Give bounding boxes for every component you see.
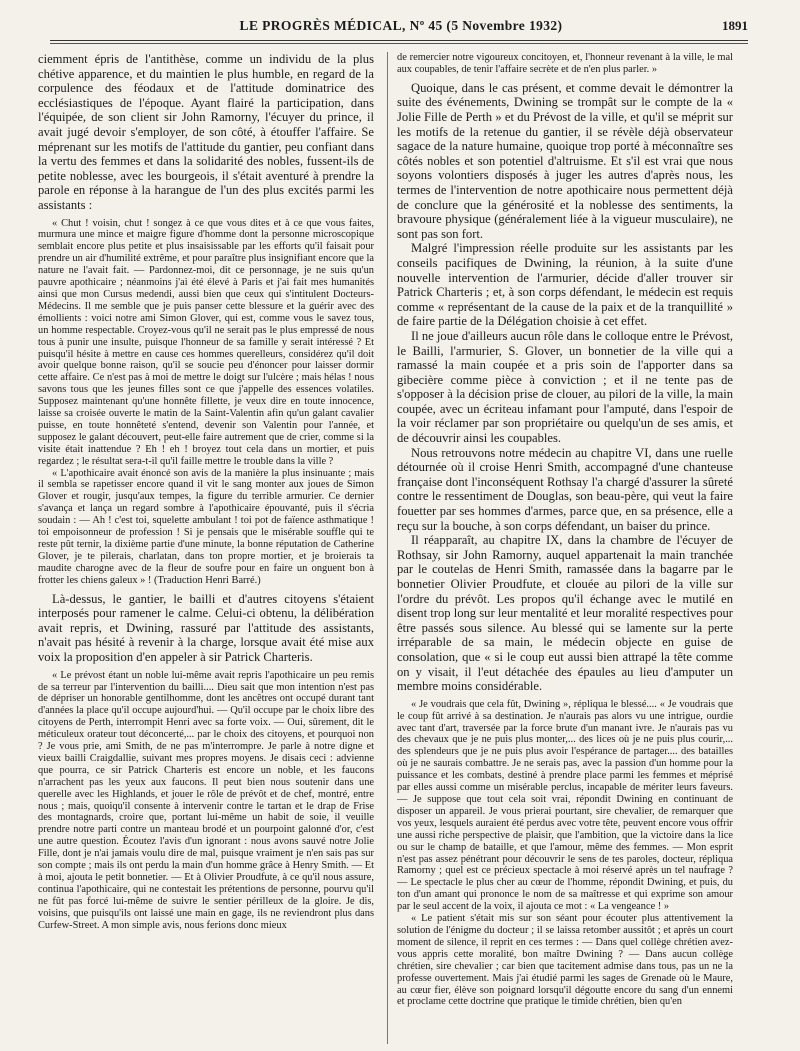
header-rule xyxy=(50,43,748,44)
body-paragraph: Malgré l'impression réelle produite sur les assistants par les conseils pacifiques de Dwining, la réunion, à la suite d'une nouvelle intervention de l'armurier, décide d'aller trouver sir Patrick Charteris ; et, à son corps défendant, le médecin est requis comme « représentant de la cause de la paix et de la tranquillité » de faire partie de la Délégation choisie à cet effet. xyxy=(397,241,733,329)
body-paragraph: ciemment épris de l'antithèse, comme un individu de la plus chétive apparence, et du maintien le plus humble, en regard de la corpulence des féodaux et de l'attitude dominatrice des ecclésiastiques de l'époque. Ayant flairé la participation, dans l'équipée, de son client sir John Ramorny, l'écuyer du prince, il avait jugé devoir s'employer, de son côté, à étouffer l'affaire. Se méprenant sur les motifs de l'attitude du gantier, peu confiant dans la vertu des femmes et dans la solidarité des nobles, fussent-ils de petite noblesse, avec les bourgeois, il s'était aventuré à prendre la parole en réponse à la harangue de l'un des plus excités parmi les assistants : xyxy=(38,52,374,212)
body-paragraph: Nous retrouvons notre médecin au chapitre VI, dans une ruelle détournée où il croise Henri Smith, accompagné d'une chanteuse française dont l'inconséquent Rothsay l'a chargé d'assurer la sûreté contre le ressentiment de Douglas, son beau-père, qui veut la faire fouetter par ses hommes d'armes, parce que, en sa présence, elle a reçu sur la bouche, à son corps défendant, un baiser du prince. xyxy=(397,445,733,533)
left-column xyxy=(38,52,374,1044)
quotation-paragraph: « Le prévost étant un noble lui-même avait repris l'apothicaire un peu remis de sa terreur par l'intervention du bailli.... Dieu sait que mon intention n'est pas de dépriser un honorable gentilhomme, dont les ancêtres ont occupé durant tant d'années la place qu'il occupe aujourd'hui. — Qu'il occupe par le choix libre des citoyens de Perth, interrompit Henri avec sa forte voix. — Oui, sûrement, dit le méticuleux orateur tout déconcerté,... par le choix des citoyens, et pourquoi non ? Je vous prie, ami Smith, de ne pas m'interrompre. Je parle à notre digne et vieux bailli Craigdallie, suivant mes propres moyens. Je disais ceci : advienne que pourra, ce sir Patrick Charteris est encore un noble, et les faucons n'arrachent pas les yeux aux faucons. Il peut bien nous soutenir dans une querelle avec les Highlands, et jouer le rôle de prévôt et de chef, montré, entre nous ; mais, quoiqu'il consente à intervenir contre le tartan et le drap de Frise des montagnards, croire que, portant lui-même un habit de soie, il veuille prendre notre parti contre un manteau brodé et un pourpoint galonné d'or, c'est une autre question. Écoutez l'avis d'un ignorant : nous avons sauvé notre Jolie Fille, dont je n'ai jamais voulu dire de mal, puisque vraiment je n'en sais pas sur son compte ; mais ils ont perdu la main d'un homme grâce à Henry Smith. — Et à moi, ajouta le petit bonnetier. — Et à Olivier Proudfute, à ce qu'il nous assure, continua l'apothicaire, qui ne contestait les prétentions de personne, pourvu qu'il ne fût pas forcé lui-même de suivre le sentier périlleux de la gloire. Je dis, voisins, que puisqu'ils ont laissé une main en gage, ils ne reviendront plus dans Curfew-Street. A mon simple avis, nous ferions donc mieux xyxy=(38,669,374,931)
quotation-paragraph: « Chut ! voisin, chut ! songez à ce que vous dites et à ce que vous faites, murmura une mince et maigre figure d'homme dont la personne microscopique semblait encore plus petite et plus insaisissable par les efforts qu'il faisait pour prendre un air d'humilité extrême, et pour paraître plus insignifiant encore que la nature ne l'avait fait. — Pardonnez-moi, dit ce personnage, je ne suis qu'un pauvre apothicaire ; néanmoins j'ai été élevé à Paris et j'ai fait mes humanités ainsi que mon Cursus medendi, aussi bien que ceux qui s'intitulent Docteurs-Médecins. Il me semble que je puis panser cette blessure et la guérir avec des émollients : voici notre ami Simon Glover, qui est, comme vous le savez tous, un homme respectable. Croyez-vous qu'il ne serait pas le plus empressé de nous tous à punir une insulte, puisque l'honneur de sa famille y serait intéressé ? Et puisqu'il hésite à mettre en cause ces hommes querelleurs, considérez qu'il doit avoir quelque bonne raison, qu'il se soucie peu d'énoncer pour laisser dormir cette affaire. Ce n'est pas à moi de mettre le doigt sur l'ulcère ; mais hélas ! nous savons tous que les jeunes filles sont ce que j'appelle des essences volatiles. Supposez maintenant qu'une honnête fillette, je veux dire en toute innocence, laisse sa croisée ouverte le matin de la Saint-Valentin afin qu'un galant cavalier puisse, en toute honnêteté s'entend, devenir son Valentin pour l'année, et supposez le galant découvert, peut-elle faire autrement que de crier, comme si la visite était inattendue ? Eh ! eh ! broyez tout cela dans un mortier, et puis regardez ; le résultat sera-t-il qu'il faille mettre le trouble dans la ville ? xyxy=(38,217,374,467)
body-paragraph: Il ne joue d'ailleurs aucun rôle dans le colloque entre le Prévost, le Bailli, l'armurier, S. Glover, un bonnetier de la ville qui a ramassé la main coupée et a pris soin de l'apporter dans sa gibecière comme pièce à conviction ; et il ne tente pas de s'opposer à la décision prise de clouer, au pilori de la ville, la main coupée, avec un écriteau infamant pour l'amputé, dans l'espoir de la voir réclamer par son propriétaire ou quelqu'un de ses amis, et de découvrir ainsi les coupables. xyxy=(397,328,733,446)
journal-title: LE PROGRÈS MÉDICAL, Nº 45 (5 Novembre 1932) xyxy=(239,18,563,33)
quotation-paragraph: de remercier notre vigoureux concitoyen, et, l'honneur revenant à la ville, le mal aux coupables, de tenir l'affaire secrète et de n'en plus parler. » xyxy=(397,52,733,75)
page-number: 1891 xyxy=(722,18,748,33)
column-divider xyxy=(387,52,388,1044)
body-paragraph: Quoique, dans le cas présent, et comme devait le démontrer la suite des événements, Dwining se trompât sur le compte de la « Jolie Fille de Perth » et du Prévost de la ville, et qu'il se méprit sur les motifs de la retenue du gantier, il se révèle déjà observateur sagace de la nature humaine, quoique trop porté à méconnaître ses côtés nobles et son potentiel d'altruisme. Et s'il est vrai que nous soyons volontiers disposés à juger les autres d'après nous, les termes de l'intervention de notre apothicaire nous permettent déjà de conclure que la générosité et la noblesse des sentiments, la bravoure physique (généralement liée à la vigueur musculaire), ne sont pas son fort. xyxy=(397,80,733,241)
right-column xyxy=(397,52,733,1044)
page-header xyxy=(50,18,748,41)
body-paragraph: Il réapparaît, au chapitre IX, dans la chambre de l'écuyer de Rothsay, sir John Ramorny, auquel appartenait la main tranchée par le coutelas de Henri Smith, ramassée dans la bagarre par le bonnetier Olivier Proudfute, et clouée au pilori de la ville sur l'ordre du prévôt. Les propos qu'il échange avec le mutilé en disent trop long sur leur mentalité et leur moralité respectives pour être passés sous silence. Au blessé qui se lamente sur la perte irréparable de sa main, le médecin objecte en guise de consolation, que « si le coup eut aussi bien attrapé la tête comme on y visait, il l'eut détachée des épaules au lieu d'amputer un membre moins considérable. xyxy=(397,533,733,694)
quotation-paragraph: « Je voudrais que cela fût, Dwining », répliqua le blessé.... « Je voudrais que le coup fût arrivé à sa destination. Je n'aurais pas alors vu une intrigue, ourdie avec tant d'art, traversée par la force brute d'un manant ivre. Je n'aurais pas vu des chevaux que je ne puis plus monter,... des lices où je ne puis plus courir,... des splendeurs que je ne puis plus avoir l'espérance de partager.... des batailles où je ne saurais combattre. Je ne serais pas, avec la passion d'un homme pour la puissance et les combats, destiné à prendre place parmi les femmes et méprisé par elles aussi comme un misérable perclus, incapable de mériter leurs faveurs. — Je suppose que tout cela soit vrai, répondit Dwining en continuant de disposer un appareil. Je vous prierai pourtant, sire chevalier, de remarquer que vos yeux, lesquels auraient été perdus avec votre tête, peuvent encore vous offrir une aussi riche perspective de plaisir, que l'ambition, que la victoire dans la lice ou sur le champ de bataille, et que l'amour, même des femmes. — Mon esprit n'est pas assez pénétrant pour découvrir le sens de tes paroles, docteur, répliqua Ramorny ; quel est ce précieux spectacle à moi réservé après un tel naufrage ? — Le spectacle le plus cher au cœur de l'homme, répondit Dwining, et puis, du ton d'un amant qui prononce le nom de sa maîtresse et qui exprime son amour par le seul accent de la voix, il ajouta ce mot : « La vengeance ! » xyxy=(397,698,733,913)
quotation-paragraph: « L'apothicaire avait énoncé son avis de la manière la plus insinuante ; mais il sembla se rapetisser encore quand il vit le sang monter aux joues de Simon Glover et rougir, jusqu'aux tempes, la figure du terrible armurier. Ce dernier s'avança et lança un regard sombre à l'apothicaire épouvanté, puis il s'écria soudain : — Ah ! c'est toi, squelette ambulant ! toi pot de faïence asthmatique ! toi empoisonneur de profession ! Si je pensais que le misérable souffle qui te reste pût ternir, la dixième partie d'une minute, la bonne réputation de Catherine Glover, je te pilerais, charlatan, dans ton propre mortier, et je broierais ta maudite charogne avec de la fleur de soufre pour en faire un onguent bon à frotter les chiens galeux » ! (Traduction Henri Barré.) xyxy=(38,467,374,586)
quotation-paragraph: « Le patient s'était mis sur son séant pour écouter plus attentivement la solution de l'énigme du docteur ; il se laissa retomber aussitôt ; et après un court moment de silence, il reprit en ces termes : — Dans quel collège chrétien avez-vous appris cette moralité, bon maître Dwining ? — Dans aucun collège chrétien, sire chevalier ; car bien que tacitement admise dans tous, pas un ne la professe ouvertement. Mais j'ai étudié parmi les sages de Grenade où le Maure, au cœur fier, élève son poignard lorsqu'il dégoutte encore du sang d'un ennemi et proclame cette doctrine que pratique le timide chrétien, bien qu'en xyxy=(397,913,733,1008)
body-paragraph: Là-dessus, le gantier, le bailli et d'autres citoyens s'étaient interposés pour ramener le calme. Celui-ci obtenu, la délibération avait repris, et Dwining, rassuré par l'attitude des assistants, n'avait pas hésité à revenir à la charge, lorsque avait été mise aux voix la proposition d'en appeler à sir Patrick Charteris. xyxy=(38,591,374,664)
